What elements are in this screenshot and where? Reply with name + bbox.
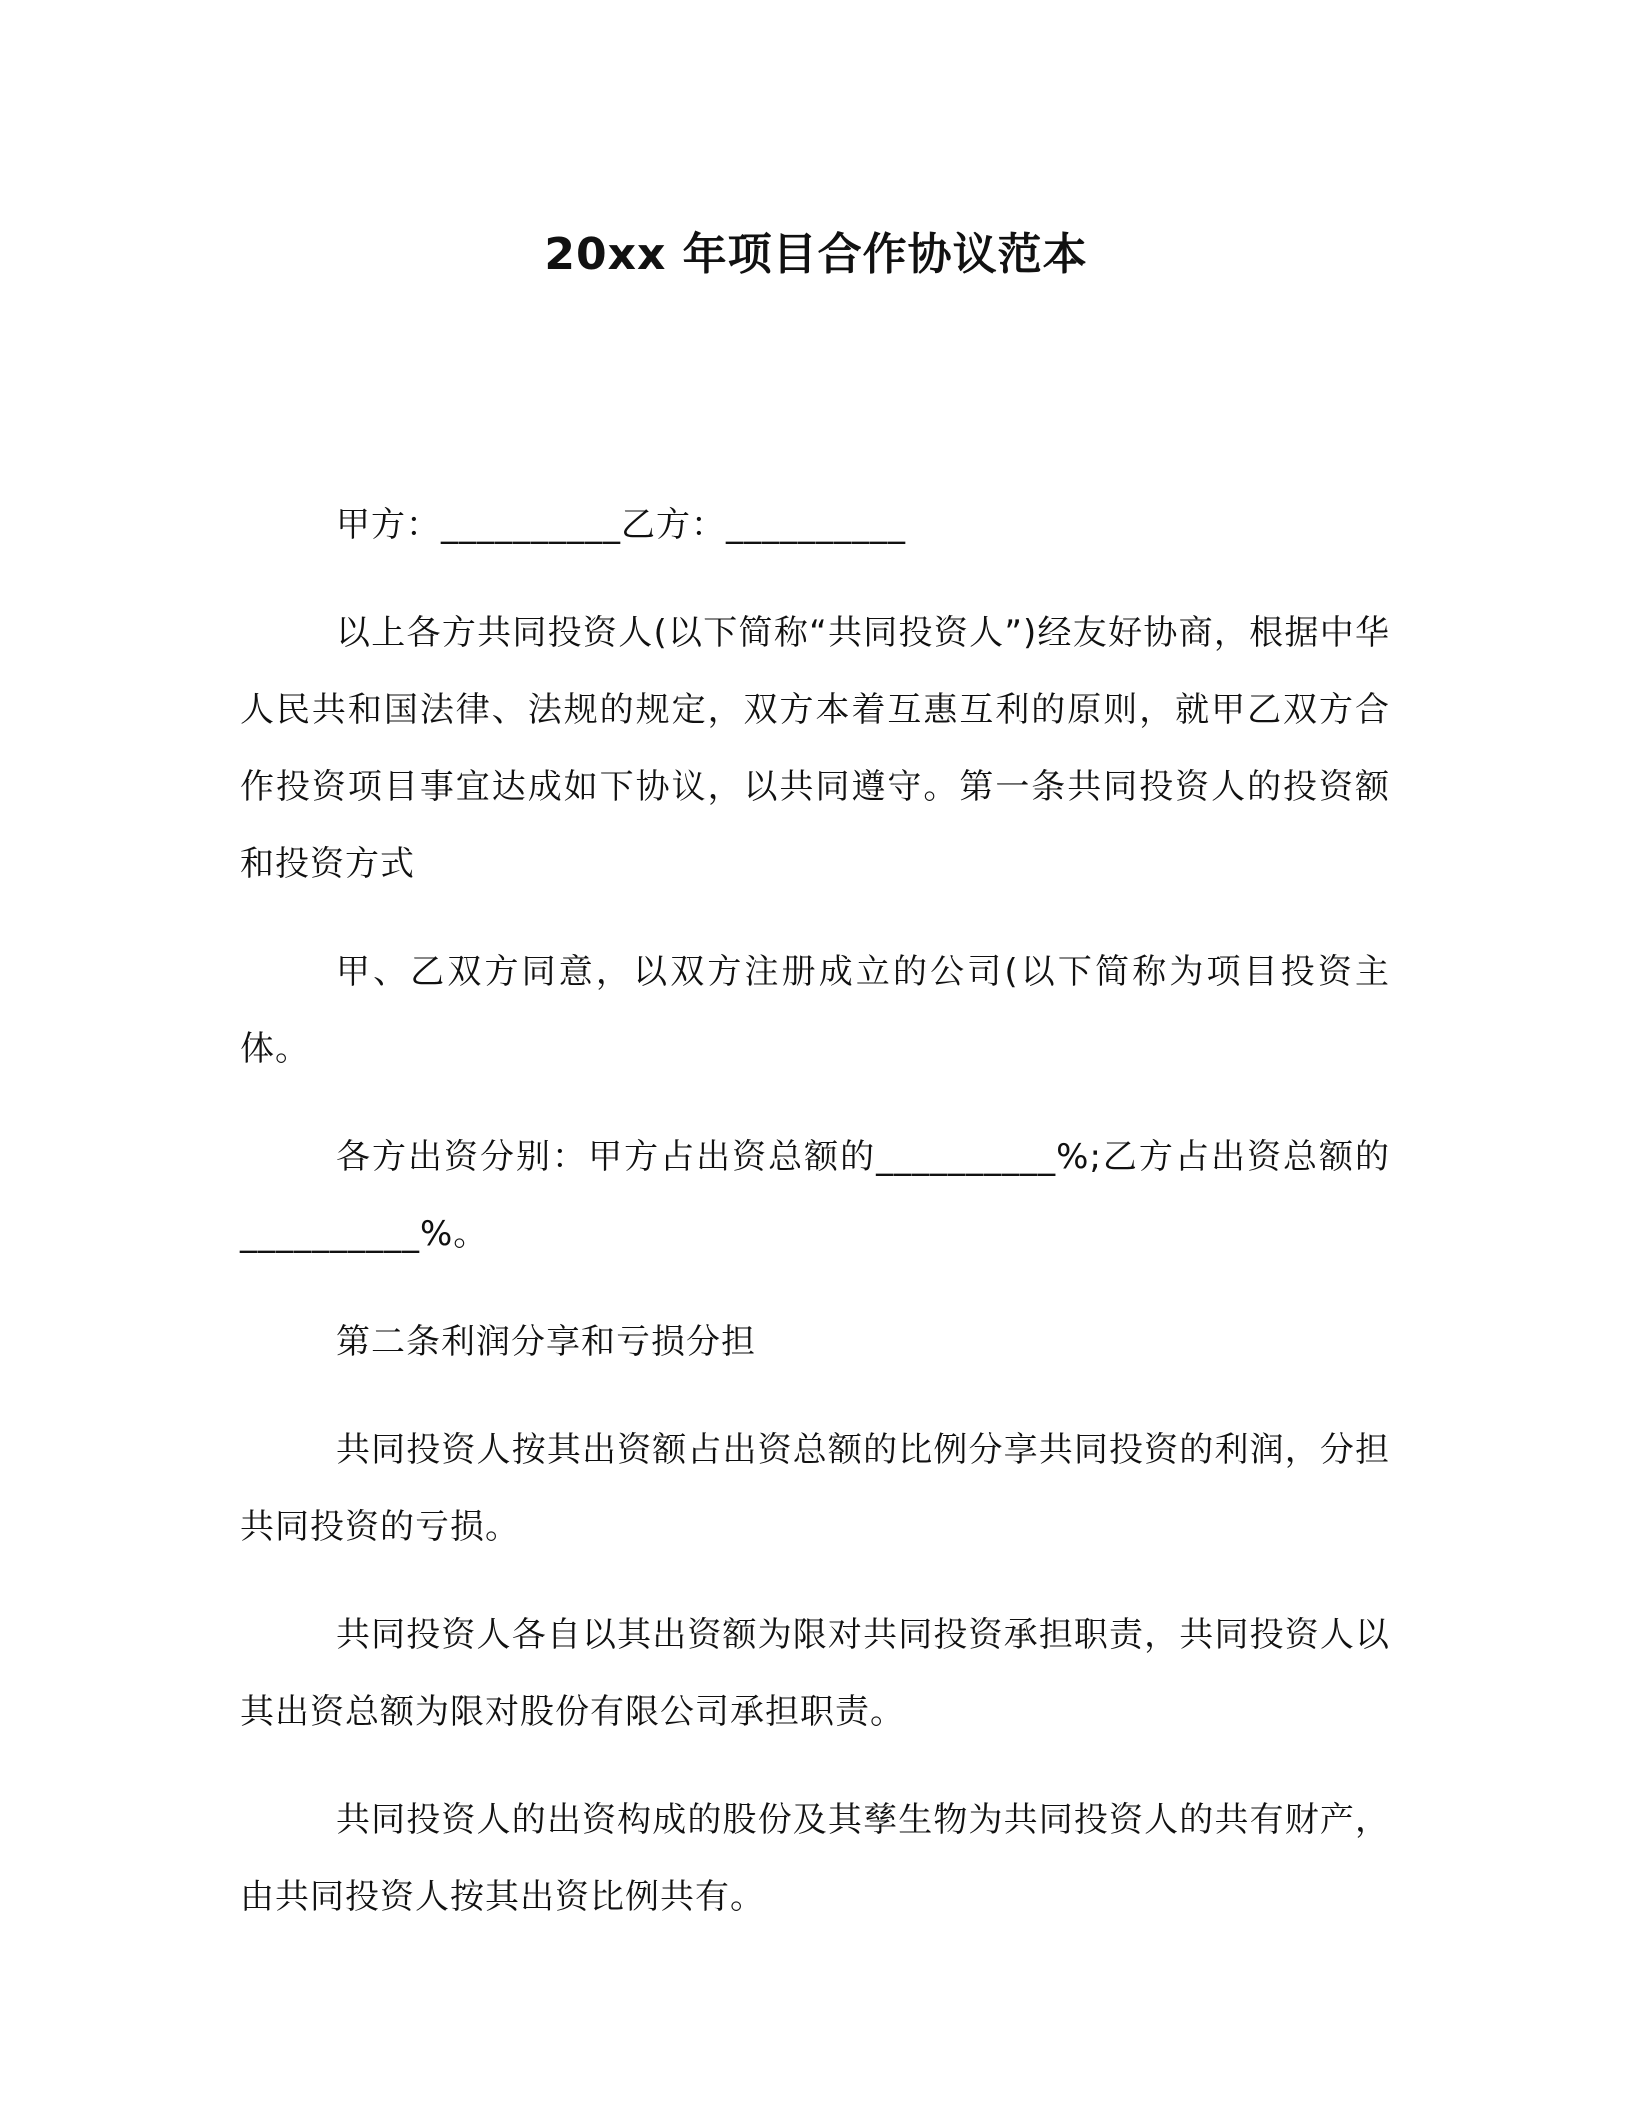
profit-sharing-paragraph: 共同投资人按其出资额占出资总额的比例分享共同投资的利润，分担共同投资的亏损。 xyxy=(240,1430,1390,1547)
joint-property-paragraph: 共同投资人的出资构成的股份及其孳生物为共同投资人的共有财产，由共同投资人按其出资比例共有。 xyxy=(240,1800,1390,1917)
liability-paragraph: 共同投资人各自以其出资额为限对共同投资承担职责，共同投资人以其出资总额为限对股份有限公司承担职责。 xyxy=(240,1615,1390,1732)
contribution-ratio-paragraph: 各方出资分别：甲方占出资总额的__________%;乙方占出资总额的__________%。 xyxy=(240,1137,1390,1254)
investment-entity-paragraph: 甲、乙双方同意，以双方注册成立的公司(以下简称为项目投资主体。 xyxy=(240,952,1390,1069)
preamble-paragraph: 以上各方共同投资人(以下简称“共同投资人”)经友好协商，根据中华人民共和国法律、法规的规定，双方本着互惠互利的原则，就甲乙双方合作投资项目事宜达成如下协议，以共同遵守。第一条共同投资人的投资额和投资方式 xyxy=(240,613,1390,884)
document-body xyxy=(240,487,1390,1936)
parties-line: 甲方：__________乙方：__________ xyxy=(336,505,906,545)
article-two-heading: 第二条利润分享和亏损分担 xyxy=(336,1322,756,1362)
document-title: 20xx 年项目合作协议范本 xyxy=(544,229,1088,280)
